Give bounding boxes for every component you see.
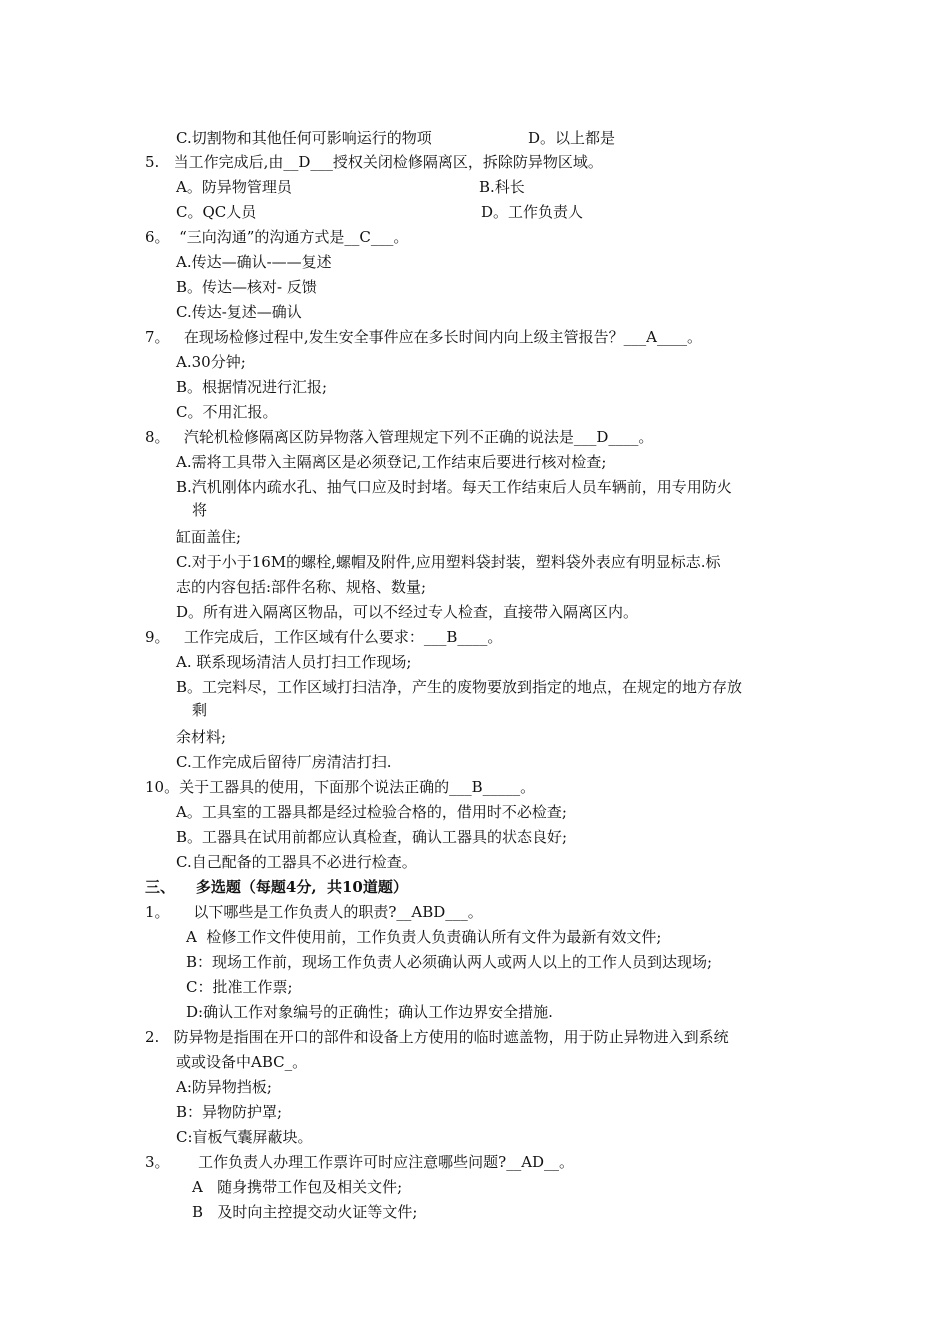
q8-option-b-line3: 缸面盖住; (176, 528, 242, 546)
mq3-option-b: B 及时向主控提交动火证等文件; (192, 1203, 418, 1221)
mq1-question: 1。 以下哪些是工作负责人的职责?__ABD___。 (145, 903, 483, 921)
section-heading-multiple-choice: 三、 多选题（每题4分, 共10道题） (145, 878, 408, 896)
mq2-question-line2: 或或设备中ABC_。 (176, 1053, 308, 1071)
q8-option-d: D。所有进入隔离区物品，可以不经过专人检查，直接带入隔离区内。 (176, 603, 639, 621)
q7-question: 7。 在现场检修过程中,发生安全事件应在多长时间内向上级主管报告？___A____。 (145, 328, 702, 346)
mq2-option-b: B：异物防护罩; (176, 1103, 283, 1121)
mq3-option-a: A 随身携带工作包及相关文件; (192, 1178, 403, 1196)
q5-option-b: B.科长 (479, 178, 525, 196)
q5-option-d: D。工作负责人 (481, 203, 584, 221)
q10-option-c: C.自己配备的工器具不必进行检查。 (176, 853, 417, 871)
q9-option-b-line3: 余材料; (176, 728, 227, 746)
q10-option-b: B。工器具在试用前都应认真检查，确认工器具的状态良好; (176, 828, 568, 846)
mq1-option-c: C：批准工作票; (186, 978, 293, 996)
q5-option-a: A。防异物管理员 (176, 178, 292, 196)
q5-question: 5. 当工作完成后,由__D___授权关闭检修隔离区，拆除防异物区域。 (145, 153, 603, 171)
mq2-question-line1: 2. 防异物是指围在开口的部件和设备上方使用的临时遮盖物，用于防止异物进入到系统 (145, 1028, 729, 1046)
q6-option-a: A.传达—确认-——复述 (176, 253, 332, 271)
q5-option-c: C。QC人员 (176, 203, 257, 221)
q6-option-c: C.传达-复述—确认 (176, 303, 302, 321)
q8-option-c-line1: C.对于小于16M的螺栓,螺帽及附件,应用塑料袋封装，塑料袋外表应有明显标志.标 (176, 553, 721, 571)
q10-option-a: A。工具室的工器具都是经过检验合格的，借用时不必检查; (176, 803, 567, 821)
q9-question: 9。 工作完成后，工作区域有什么要求：___B____。 (145, 628, 503, 646)
q8-option-a: A.需将工具带入主隔离区是必须登记,工作结束后要进行核对检查; (176, 453, 607, 471)
q8-option-b-line1: B.汽机刚体内疏水孔、抽气口应及时封堵。每天工作结束后人员车辆前，用专用防火 (176, 478, 732, 496)
q10-question: 10。关于工器具的使用，下面那个说法正确的___B_____。 (145, 778, 536, 796)
mq1-option-b: B：现场工作前，现场工作负责人必须确认两人或两人以上的工作人员到达现场; (186, 953, 713, 971)
q8-option-c-line2: 志的内容包括:部件名称、规格、数量; (176, 578, 427, 596)
mq1-option-d: D:确认工作对象编号的正确性；确认工作边界安全措施. (186, 1003, 553, 1021)
q9-option-a: A. 联系现场清洁人员打扫工作现场; (176, 653, 412, 671)
q8-option-b-line2: 将 (192, 501, 208, 519)
q4-option-d: D。以上都是 (528, 129, 616, 147)
q8-question: 8。 汽轮机检修隔离区防异物落入管理规定下列不正确的说法是___D____。 (145, 428, 654, 446)
mq2-option-c: C:盲板气囊屏蔽块。 (176, 1128, 313, 1146)
q7-option-c: C。不用汇报。 (176, 403, 278, 421)
mq1-option-a: A 检修工作文件使用前，工作负责人负责确认所有文件为最新有效文件; (186, 928, 662, 946)
q7-option-b: B。根据情况进行汇报; (176, 378, 328, 396)
mq2-option-a: A:防异物挡板; (176, 1078, 272, 1096)
q9-option-b-line1: B。工完料尽，工作区域打扫洁净，产生的废物要放到指定的地点，在规定的地方存放 (176, 678, 743, 696)
q4-option-c: C.切割物和其他任何可影响运行的物项 (176, 129, 432, 147)
q6-question: 6。 “三向沟通”的沟通方式是__C___。 (145, 228, 409, 246)
q6-option-b: B。传达—核对- 反馈 (176, 278, 317, 296)
mq3-question: 3。 工作负责人办理工作票许可时应注意哪些问题?__AD__。 (145, 1153, 575, 1171)
q9-option-c: C.工作完成后留待厂房清洁打扫. (176, 753, 392, 771)
q9-option-b-line2: 剩 (192, 701, 208, 719)
q7-option-a: A.30分钟; (176, 353, 246, 371)
